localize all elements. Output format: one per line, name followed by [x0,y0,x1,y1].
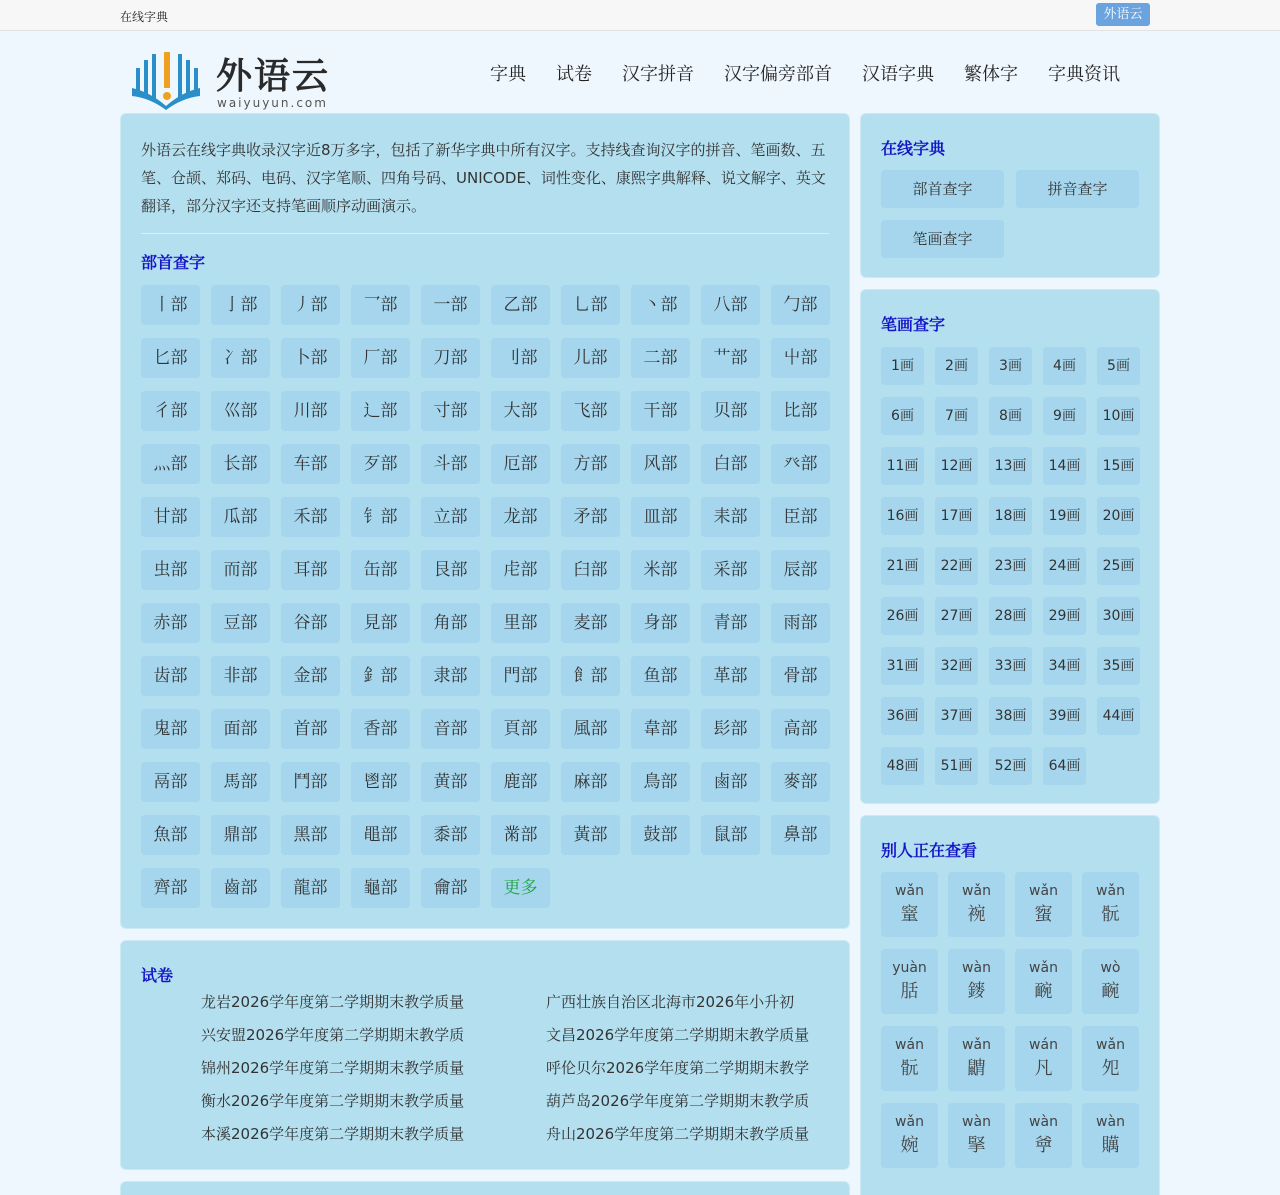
radical-button[interactable]: 辰部 [771,550,830,590]
brand-button[interactable]: 外语云 [1096,3,1150,26]
viewed-char-pinyin: wǎn [1096,883,1125,899]
viewed-char-card[interactable] [881,949,938,1014]
radical-button[interactable]: 矛部 [561,497,620,537]
stroke-count-button[interactable]: 19画 [1043,497,1086,535]
viewed-char-card[interactable] [1015,1026,1072,1091]
viewed-char: 婉 [900,1135,919,1156]
radical-button[interactable]: 立部 [421,497,480,537]
viewed-char-pinyin: yuàn [892,960,927,976]
viewed-char-card[interactable] [948,872,1005,937]
radical-button[interactable]: 瓜部 [211,497,270,537]
radical-button[interactable]: 鬥部 [281,762,340,802]
viewed-char: 凡 [1034,1058,1053,1079]
radical-button[interactable]: 亅部 [211,285,270,325]
stroke-count-button[interactable]: 48画 [881,747,924,785]
radical-button[interactable]: 缶部 [351,550,410,590]
exam-link[interactable]: 广西壮族自治区北海市2026年小升初 [546,993,795,1011]
radical-button[interactable]: 麻部 [561,762,620,802]
radical-button[interactable]: 頁部 [491,709,550,749]
radical-button[interactable]: 卜部 [281,338,340,378]
stroke-count-button[interactable]: 15画 [1097,447,1140,485]
viewed-char-pinyin: wǎn [1029,883,1058,899]
radical-button[interactable]: 辶部 [351,391,410,431]
others-section-title: 别人正在查看 [881,841,978,860]
viewed-char-card[interactable] [948,949,1005,1014]
radical-button[interactable]: 匕部 [141,338,200,378]
radical-button[interactable]: 香部 [351,709,410,749]
stroke-count-button[interactable]: 3画 [989,347,1032,385]
stroke-count-button[interactable]: 36画 [881,697,924,735]
nav-chinese-dictionary[interactable]: 汉语字典 [862,64,934,85]
radical-button[interactable]: 齊部 [141,868,200,908]
stroke-count-button[interactable]: 33画 [989,647,1032,685]
viewed-char-card[interactable] [1015,872,1072,937]
radical-button[interactable]: 二部 [631,338,690,378]
exam-link[interactable]: 龙岩2026学年度第二学期期末教学质量 [201,993,465,1011]
radical-button[interactable]: 鱼部 [631,656,690,696]
viewed-char: 䗕 [1034,904,1053,925]
viewed-char: 䘼 [967,904,986,925]
viewed-char-pinyin: wàn [962,1114,991,1130]
stroke-count-button[interactable]: 23画 [989,547,1032,585]
stroke-count-button[interactable]: 16画 [881,497,924,535]
radical-button[interactable]: 龍部 [281,868,340,908]
radical-button[interactable]: 丨部 [141,285,200,325]
radical-button[interactable]: 刂部 [491,338,550,378]
online-dictionary-card [860,113,1160,278]
radical-button[interactable]: 黄部 [421,762,480,802]
radical-button[interactable]: 里部 [491,603,550,643]
stroke-count-button[interactable]: 25画 [1097,547,1140,585]
radical-button[interactable]: 虍部 [491,550,550,590]
viewed-char-card[interactable] [1082,949,1139,1014]
radical-button[interactable]: 黃部 [561,815,620,855]
radical-button[interactable]: 革部 [701,656,760,696]
radical-button[interactable]: 金部 [281,656,340,696]
radical-button[interactable]: 乚部 [561,285,620,325]
radical-button[interactable]: 高部 [771,709,830,749]
stroke-count-button[interactable]: 20画 [1097,497,1140,535]
viewed-char-card[interactable] [881,1026,938,1091]
stroke-count-button[interactable]: 17画 [935,497,978,535]
top-bar [0,0,1280,31]
radical-button[interactable]: 非部 [211,656,270,696]
radical-button[interactable]: 首部 [281,709,340,749]
exam-list [201,991,841,1145]
stroke-count-button[interactable]: 32画 [935,647,978,685]
radical-button[interactable]: 髟部 [701,709,760,749]
radical-button[interactable]: 彳部 [141,391,200,431]
radical-button[interactable]: 艮部 [421,550,480,590]
stroke-count-button[interactable]: 39画 [1043,697,1086,735]
radical-button[interactable]: 角部 [421,603,480,643]
pinyin-lookup-button[interactable]: 拼音查字 [1016,170,1139,208]
viewed-char: 掔 [967,1135,986,1156]
exam-link[interactable]: 舟山2026学年度第二学期期末教学质量 [546,1125,810,1143]
radical-button[interactable]: 雨部 [771,603,830,643]
radical-button[interactable]: 鼎部 [211,815,270,855]
stroke-count-button[interactable]: 31画 [881,647,924,685]
radical-button[interactable]: 虫部 [141,550,200,590]
main-nav [490,60,1150,86]
exam-link[interactable]: 衡水2026学年度第二学期期末教学质量 [201,1092,465,1110]
viewed-char: 䩊 [1101,981,1120,1002]
radical-button[interactable]: 艹部 [701,338,760,378]
viewed-char-pinyin: wàn [962,960,991,976]
radical-button[interactable]: 臣部 [771,497,830,537]
radical-button[interactable]: 比部 [771,391,830,431]
radical-button[interactable]: 车部 [281,444,340,484]
stroke-count-button[interactable]: 12画 [935,447,978,485]
divider [141,233,829,234]
radical-button[interactable]: 采部 [701,550,760,590]
viewed-char-pinyin: wán [1029,1037,1058,1053]
radical-button[interactable]: 骨部 [771,656,830,696]
radical-button[interactable]: 鳥部 [631,762,690,802]
nav-radicals[interactable]: 汉字偏旁部首 [724,64,832,85]
viewed-char-pinyin: wán [895,1037,924,1053]
stroke-count-button[interactable]: 2画 [935,347,978,385]
viewed-char-pinyin: wǎn [962,883,991,899]
stroke-count-button[interactable]: 11画 [881,447,924,485]
stroke-count-button[interactable]: 6画 [881,397,924,435]
exam-card [120,940,850,1170]
radical-button[interactable]: 齒部 [211,868,270,908]
radical-button[interactable]: 黽部 [351,815,410,855]
viewed-char: 贎 [1101,1135,1120,1156]
radical-button[interactable]: 癶部 [771,444,830,484]
exam-section-title: 试卷 [141,966,174,985]
viewed-char: 䶇 [967,1058,986,1079]
radical-button[interactable]: 丶部 [631,285,690,325]
radical-button[interactable]: 丿部 [281,285,340,325]
radical-button[interactable]: 而部 [211,550,270,590]
viewed-char-pinyin: wàn [1096,1114,1125,1130]
radical-button[interactable]: 儿部 [561,338,620,378]
radical-button[interactable]: 厂部 [351,338,410,378]
radical-button[interactable]: 鼠部 [701,815,760,855]
online-section-title: 在线字典 [881,139,946,158]
radical-button[interactable]: 冫部 [211,338,270,378]
radical-button[interactable]: 乙部 [491,285,550,325]
nav-traditional[interactable]: 繁体字 [964,64,1018,85]
radical-button[interactable]: 厄部 [491,444,550,484]
stroke-count-button[interactable]: 21画 [881,547,924,585]
logo-domain: waiyuyun.com [217,96,328,110]
radical-button[interactable]: 一部 [421,285,480,325]
viewed-char: 夗 [1101,1058,1120,1079]
viewed-char-card[interactable] [1015,949,1072,1014]
stroke-count-button[interactable]: 24画 [1043,547,1086,585]
radical-button[interactable]: 川部 [281,391,340,431]
radical-button[interactable]: 风部 [631,444,690,484]
radical-grid [141,285,841,921]
main-card [120,113,850,929]
exam-link[interactable]: 兴安盟2026学年度第二学期期末教学质 [201,1026,465,1044]
radical-button[interactable]: 乛部 [351,285,410,325]
radical-button[interactable]: 大部 [491,391,550,431]
stroke-count-button[interactable]: 9画 [1043,397,1086,435]
viewing-grid [881,872,1151,1180]
radical-button[interactable]: 鹿部 [491,762,550,802]
viewed-char-pinyin: wǎn [1096,1037,1125,1053]
radical-button[interactable]: 龠部 [421,868,480,908]
viewed-char-pinyin: wǎn [895,883,924,899]
viewed-char: 䏦 [900,981,919,1002]
radical-button[interactable]: 釒部 [351,656,410,696]
radical-button[interactable]: 刀部 [421,338,480,378]
exam-link[interactable]: 葫芦岛2026学年度第二学期期末教学质 [546,1092,810,1110]
viewed-char: 䯈 [1101,904,1120,925]
viewed-char: 䆹 [900,904,919,925]
stroke-count-button[interactable]: 52画 [989,747,1032,785]
radical-button[interactable]: 音部 [421,709,480,749]
stroke-count-button[interactable]: 7画 [935,397,978,435]
lookup-links [881,170,1151,270]
stroke-count-button[interactable]: 5画 [1097,347,1140,385]
radical-lookup-button[interactable]: 部首查字 [881,170,1004,208]
radical-button[interactable]: 韋部 [631,709,690,749]
radical-button[interactable]: 豆部 [211,603,270,643]
radical-button[interactable]: 麦部 [561,603,620,643]
radical-button[interactable]: 面部 [211,709,270,749]
stroke-count-button[interactable]: 64画 [1043,747,1086,785]
stroke-card [860,289,1160,804]
radical-button[interactable]: 龜部 [351,868,410,908]
radical-button[interactable]: 歹部 [351,444,410,484]
radical-button[interactable]: 隶部 [421,656,480,696]
nav-dictionary[interactable]: 字典 [490,64,526,85]
radical-button[interactable]: 屮部 [771,338,830,378]
stroke-count-button[interactable]: 10画 [1097,397,1140,435]
stroke-grid [881,347,1151,797]
logo-text[interactable]: 外语云 [216,56,331,97]
stroke-section-title: 笔画查字 [881,315,946,334]
stroke-count-button[interactable]: 14画 [1043,447,1086,485]
stroke-count-button[interactable]: 51画 [935,747,978,785]
nav-exams[interactable]: 试卷 [556,64,592,85]
radical-button[interactable]: 赤部 [141,603,200,643]
nav-news[interactable]: 字典资讯 [1048,64,1120,85]
radical-button[interactable]: 黑部 [281,815,340,855]
radical-button[interactable]: 禾部 [281,497,340,537]
radical-button[interactable]: 黍部 [421,815,480,855]
radical-button[interactable]: 魚部 [141,815,200,855]
stroke-count-button[interactable]: 37画 [935,697,978,735]
radical-button[interactable]: 鬼部 [141,709,200,749]
radical-button[interactable]: 八部 [701,285,760,325]
viewed-char-card[interactable] [1082,1026,1139,1091]
viewed-char-pinyin: wò [1100,960,1121,976]
viewed-char-pinyin: wǎn [1029,960,1058,976]
exam-link[interactable]: 呼伦贝尔2026学年度第二学期期末教学 [546,1059,810,1077]
radical-button[interactable]: 麥部 [771,762,830,802]
stroke-count-button[interactable]: 22画 [935,547,978,585]
radical-button[interactable]: 长部 [211,444,270,484]
radical-button[interactable]: 青部 [701,603,760,643]
radical-section-title: 部首查字 [141,253,206,272]
radical-button[interactable]: 米部 [631,550,690,590]
radical-button[interactable]: 耳部 [281,550,340,590]
site-name[interactable]: 在线字典 [120,10,169,24]
radical-button[interactable]: 贝部 [701,391,760,431]
radical-button[interactable]: 鼻部 [771,815,830,855]
viewed-char: 䯈 [900,1058,919,1079]
exam-link[interactable]: 文昌2026学年度第二学期期末教学质量 [546,1026,810,1044]
more-radicals-link[interactable]: 更多 [491,868,550,908]
radical-button[interactable]: 臼部 [561,550,620,590]
stroke-count-button[interactable]: 44画 [1097,697,1140,735]
radical-button[interactable]: 钅部 [351,497,410,537]
viewed-char-card[interactable] [948,1103,1005,1168]
viewed-char-card[interactable] [1015,1103,1072,1168]
stroke-count-button[interactable]: 27画 [935,597,978,635]
radical-button[interactable]: 干部 [631,391,690,431]
radical-button[interactable]: 龙部 [491,497,550,537]
radical-button[interactable]: 方部 [561,444,620,484]
stroke-count-button[interactable]: 4画 [1043,347,1086,385]
stroke-count-button[interactable]: 1画 [881,347,924,385]
stroke-count-button[interactable]: 35画 [1097,647,1140,685]
radical-button[interactable]: 鼓部 [631,815,690,855]
viewed-char-card[interactable] [948,1026,1005,1091]
viewed-char: 䩊 [1034,981,1053,1002]
radical-button[interactable]: 鹵部 [701,762,760,802]
radical-button[interactable]: 耒部 [701,497,760,537]
radical-button[interactable]: 谷部 [281,603,340,643]
stroke-count-button[interactable]: 26画 [881,597,924,635]
stroke-count-button[interactable]: 30画 [1097,597,1140,635]
radical-button[interactable]: 風部 [561,709,620,749]
stroke-count-button[interactable]: 13画 [989,447,1032,485]
exam-link[interactable]: 本溪2026学年度第二学期期末教学质量 [201,1125,465,1143]
intro-text: 外语云在线字典收录汉字近8万多字，包括了新华字典中所有汉字。支持线查询汉字的拼音、笔画数、五笔、仓颉、郑码、电码、汉字笔顺、四角号码、UNICODE、词性变化、康熙字典解释、说文解字、英文翻译，部分汉字还支持笔画顺序动画演示。 [141,141,826,215]
viewed-char: 䥑 [967,981,986,1002]
radical-button[interactable]: 甘部 [141,497,200,537]
stroke-lookup-button[interactable]: 笔画查字 [881,220,1004,258]
bottom-card [120,1181,850,1195]
viewed-char-card[interactable] [1082,872,1139,937]
radical-button[interactable]: 皿部 [631,497,690,537]
viewed-char-pinyin: wàn [1029,1114,1058,1130]
stroke-count-button[interactable]: 18画 [989,497,1032,535]
nav-pinyin[interactable]: 汉字拼音 [622,64,694,85]
radical-button[interactable]: 飠部 [561,656,620,696]
stroke-count-button[interactable]: 8画 [989,397,1032,435]
radical-button[interactable]: 馬部 [211,762,270,802]
viewed-char-card[interactable] [1082,1103,1139,1168]
radical-button[interactable]: 飞部 [561,391,620,431]
radical-button[interactable]: 門部 [491,656,550,696]
radical-button[interactable]: 灬部 [141,444,200,484]
stroke-count-button[interactable]: 29画 [1043,597,1086,635]
others-viewing-card [860,815,1160,1195]
radical-button[interactable]: 勹部 [771,285,830,325]
stroke-count-button[interactable]: 28画 [989,597,1032,635]
radical-button[interactable]: 鬲部 [141,762,200,802]
radical-button[interactable]: 巛部 [211,391,270,431]
stroke-count-button[interactable]: 34画 [1043,647,1086,685]
radical-button[interactable]: 斗部 [421,444,480,484]
viewed-char-pinyin: wǎn [895,1114,924,1130]
radical-button[interactable]: 身部 [631,603,690,643]
radical-button[interactable]: 黹部 [491,815,550,855]
radical-button[interactable]: 鬯部 [351,762,410,802]
radical-button[interactable]: 寸部 [421,391,480,431]
viewed-char-card[interactable] [881,872,938,937]
viewed-char-pinyin: wǎn [962,1037,991,1053]
viewed-char: 㸘 [1034,1135,1053,1156]
radical-button[interactable]: 齿部 [141,656,200,696]
stroke-count-button[interactable]: 38画 [989,697,1032,735]
exam-link[interactable]: 锦州2026学年度第二学期期末教学质量 [201,1059,465,1077]
radical-button[interactable]: 見部 [351,603,410,643]
viewed-char-card[interactable] [881,1103,938,1168]
radical-button[interactable]: 白部 [701,444,760,484]
